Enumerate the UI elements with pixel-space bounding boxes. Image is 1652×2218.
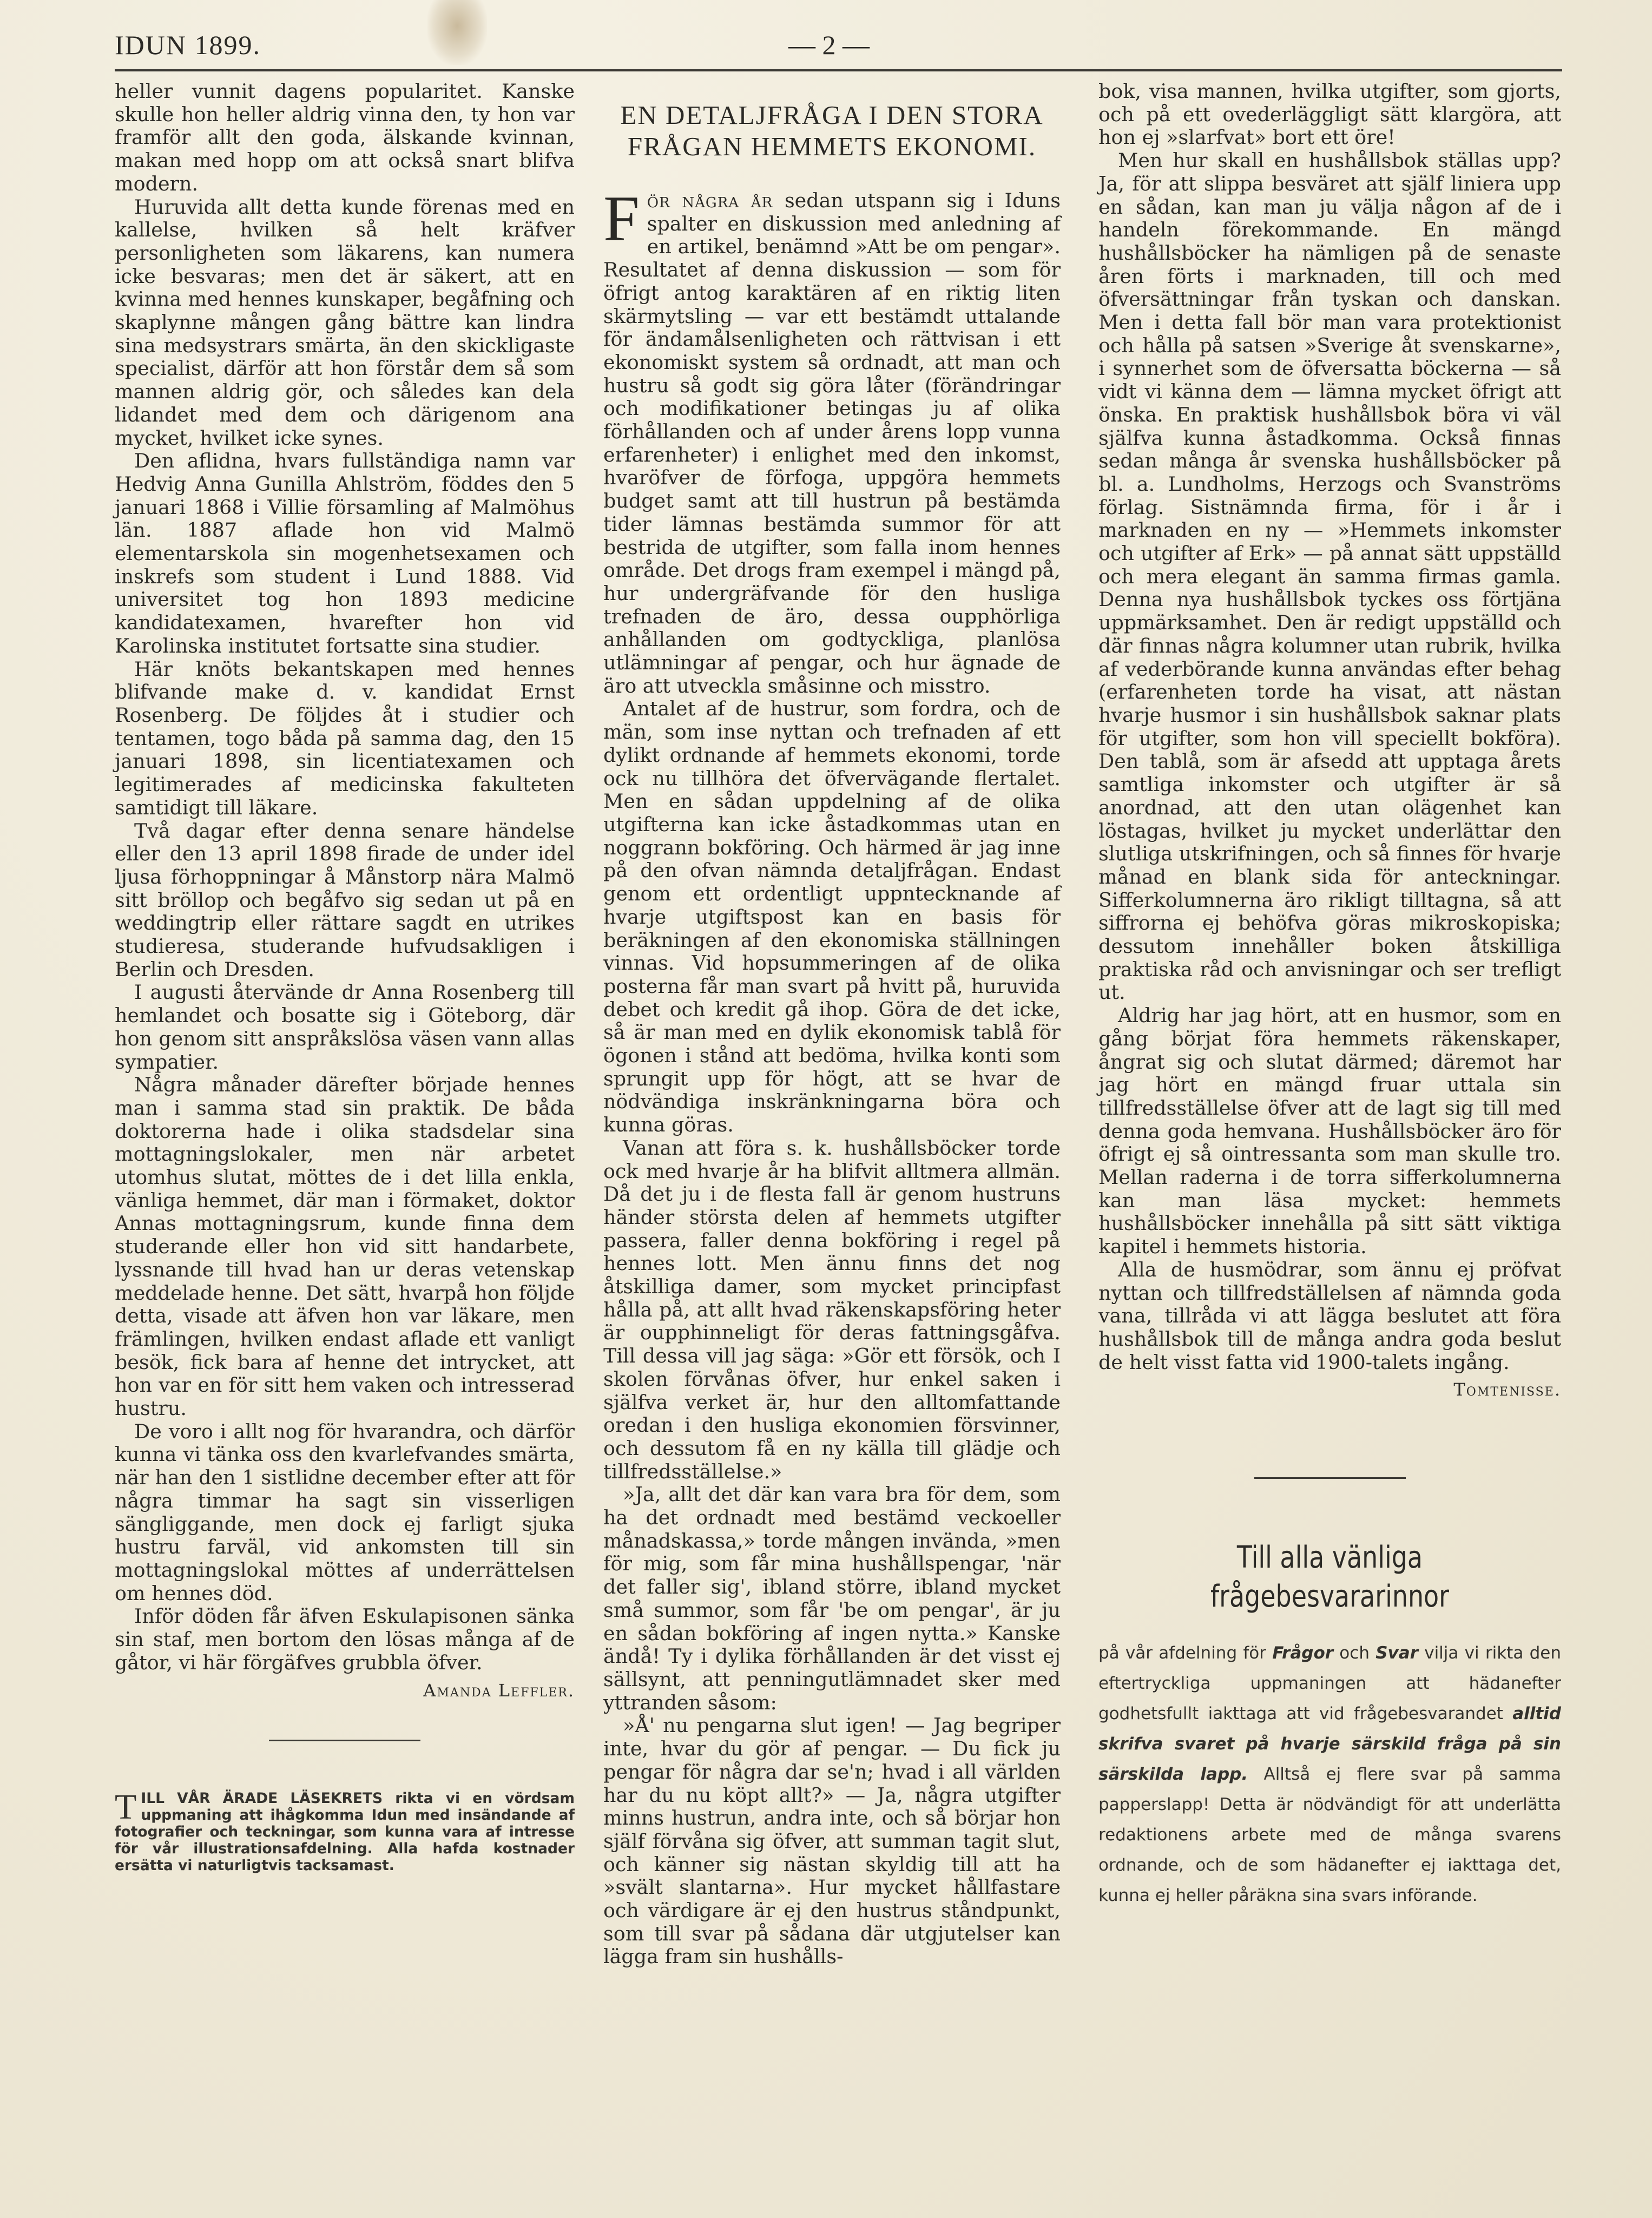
column-1	[115, 80, 575, 1874]
notice-title: Till alla vänliga frågebesvararinnor	[1210, 1540, 1450, 1615]
paragraph: »Å' nu pengarna slut igen! — Jag begriper inte, hvar du gör af pengar. — Du fick ju pengar för några dar se'n; hvad i all världen har du nu köpt allt?» — Ja, några utgifter minns hustrun, andra inte, och så börjar hon själf förvåna sig öfver, att summan tagit slut, och känner sig nästan skyldig till att ha »svält slantarna». Hur mycket hållfastare och värdigare är ej den hustrus ståndpunkt, som till svar på sådana där utgjutelser kan lägga fram sin hushålls-	[603, 1714, 1061, 1969]
paragraph: Huruvida allt detta kunde förenas med en kallelse, hvilken så helt kräfver personligheten som läkarens, kan numera icke besvaras; men det är säkert, att en kvinna med hennes kunskaper, begåfning och skaplynne mången gång bättre kan lindra sina medsystrars smärta, än den skickligaste specialist, därför att hon förstår dem så som mannen aldrig gör, och således kan dela lidandet med dem och därigenom ana mycket, hvilket icke synes.	[115, 195, 575, 450]
drop-cap: F	[603, 182, 640, 254]
notice-body: på vår afdelning för Frågor och Svar vilja vi rikta den eftertryckliga uppmaningen att hädanefter godhetsfullt iakttaga att vid frågebesvarandet alltid skrifva svaret på hvarje särskild fråga på sin särskilda lapp. Alltså ej flere svar på samma papperslapp! Detta är nödvändigt för att underlätta redaktionens arbete med de många svarens ordnande, och de som hädanefter ej iakttaga det, kunna ej heller påräkna sina svars införande.	[1098, 1643, 1561, 1906]
author-signature: Amanda Leffler.	[423, 1680, 575, 1701]
section-divider	[269, 1740, 420, 1741]
paragraph: Några månader därefter började hennes man i samma stad sin praktik. De båda doktorerna hade i olika stadsdelar sina mottagningslokaler, men när arbetet utomhus slutat, möttes de i det lilla enkla, vänliga hemmet, där man i förmaket, doktor Annas mottagningsrum, kunde finna dem studerande eller hon vid sitt handarbete, lyssnande till hvad han ur deras vetenskap meddelade henne. Det sätt, hvarpå hon följde detta, visade att äfven hon var läkare, men främlingen, hvilken endast aflade ett vanligt besök, fick bara af henne det intrycket, att hon var en för sitt hem vaken och intresserad hustru.	[115, 1073, 575, 1420]
paragraph: Aldrig har jag hört, att en husmor, som en gång börjat föra hemmets räkenskaper, ångrat sig och slutat därmed; däremot har jag hört en mängd fruar uttala sin tillfredsställelse öfver att de lagt sig till med denna goda hemvana. Hushållsböcker äro för öfrigt ej så ointressanta som man skulle tro. Mellan raderna i de torra sifferkolumnerna kan man läsa mycket: hemmets hushållsböcker innehålla på sitt sätt viktiga kapitel i hemmets historia.	[1098, 1004, 1561, 1259]
paragraph: I augusti återvände dr Anna Rosenberg till hemlandet och bosatte sig i Göteborg, där hon genom sitt anspråkslösa väsen vann allas sympatier.	[115, 980, 575, 1074]
article-title: EN DETALJFRÅGA I DEN STORA FRÅGAN HEMMETS EKONOMI.	[620, 100, 1044, 161]
paragraph: Alla de husmödrar, som ännu ej pröfvat nyttan och tillfredställelsen af nämnda goda vana, tillråda vi att lägga beslutet att föra hushållsbok till de många andra goda beslut de helt visst fatta vid 1900-talets ingång.	[1098, 1258, 1561, 1374]
page-header	[115, 26, 1562, 75]
paragraph: Den aflidna, hvars fullständiga namn var Hedvig Anna Gunilla Ahlström, föddes den 5 januari 1868 i Villie församling af Malmöhus län. 1887 aflade hon vid Malmö elementarskola sin mogenhetsexamen och inskrefs som student i Lund 1888. Vid universitet tog hon 1893 medicine kandidatexamen, hvarefter hon vid Karolinska institutet fortsatte sina studier.	[115, 449, 575, 657]
header-rule	[115, 69, 1562, 71]
column-3	[1098, 80, 1561, 1911]
publication-issue: IDUN 1899.	[115, 30, 261, 60]
paragraph: Vanan att föra s. k. hushållsböcker torde ock med hvarje år ha blifvit alltmera allmän. Då det ju i de flesta fall är genom hustruns händer största delen af hemmets utgifter passera, faller denna bokföring i regel på hennes lott. Men ännu finns det nog åtskilliga damer, som mycket principfast hålla på, att allt hvad räkenskapsföring heter är oupphinneligt för deras fattningsgåfva. Till dessa vill jag säga: »Gör ett försök, och I skolen förvånas öfver, hur enkel saken i själfva verket är, hur den alltomfattande oredan i den husliga ekonomien försvinner, och dessutom få en ny källa till glädje och tillfredsställelse.»	[603, 1136, 1061, 1483]
paragraph: »Ja, allt det där kan vara bra för dem, som ha det ordnadt med bestämd veckoeller månadskassa,» torde mången invända, »men för mig, som får mina hushållspengar, 'när det faller sig', ibland större, ibland mycket små summor, som får 'be om pengar', är ju en sådan bokföring af ingen nytta.» Kanske ändå! Ty i dylika förhållanden är det visst ej sällsynt, att penningutlämnadet sker med yttranden såsom:	[603, 1483, 1061, 1714]
paragraph: De voro i allt nog för hvarandra, och därför kunna vi tänka oss den kvarlefvandes smärta, när han den 1 sistlidne december efter att för några timmar ha sagt sin visserligen sängliggande, men dock ej farligt sjuka hustru farväl, vid ankomsten till sin mottagningslokal möttes af underrättelsen om hennes död.	[115, 1419, 575, 1605]
paragraph: heller vunnit dagens popularitet. Kanske skulle hon heller aldrig vinna den, ty hon var framför allt den goda, älskande kvinnan, makan med hopp om att också snart blifva modern.	[115, 80, 575, 195]
readers-notice: TILL VÅR ÄRADE LÄSEKRETS rikta vi en vördsam uppmaning att ihågkomma Idun med insändande af fotografier och teckningar, som kunna vara af intresse för vår illustrationsafdelning. Alla hafda kostnader ersätta vi naturligtvis tacksamast.	[115, 1787, 575, 1874]
page-number: — 2 —	[788, 30, 870, 60]
paragraph: Inför döden får äfven Eskulapisonen sänka sin staf, men bortom den lösas många af de gåtor, vi här förgäfves grubbla öfver.	[115, 1604, 575, 1674]
author-signature: Tomtenisse.	[1453, 1379, 1561, 1400]
paragraph: Två dagar efter denna senare händelse eller den 13 april 1898 firade de under idel ljusa förhoppningar å Månstorp nära Malmö sitt bröllop och begåfvo sig sedan ut på en weddingtrip eller rättare sagdt en utrikes studieresa, studerande hufvudsakligen i Berlin och Dresden.	[115, 819, 575, 981]
column-2	[603, 80, 1061, 1969]
paragraph: Antalet af de hustrur, som fordra, och de män, som inse nyttan och trefnaden af ett dylikt ordnande af hemmets ekonomi, torde ock nu tillhöra det öfvervägande flertalet. Men en sådan uppdelning af de olika utgifterna kan icke åstadkommas utan en noggrann bokföring. Och härmed är jag inne på den ofvan nämnda detaljfrågan. Endast genom ett ordentligt uppntecknande af hvarje utgiftspost kan en basis för beräkningen af den ekonomiska ställningen vinnas. Vid hopsummeringen af de olika posterna får man svart på hvitt på, huruvida debet och kredit gå ihop. Göra de det icke, så är man med en dylik ekonomisk tablå för ögonen i stånd att bedöma, hvilka konti som sprungit upp för högt, att se hvar de nödvändiga inskränkningarna böra och kunna göras.	[603, 697, 1061, 1137]
paragraph: Här knöts bekantskapen med hennes blifvande make d. v. kandidat Ernst Rosenberg. De följdes åt i studier och tentamen, togo båda på samma dag, den 15 januari 1898, sin licentiatexamen och legitimerades af medicinska fakulteten samtidigt till läkare.	[115, 657, 575, 819]
paragraph: Men hur skall en hushållsbok ställas upp? Ja, för att slippa besväret att själf liniera upp en sådan, kan man ju välja någon af de i handeln förekommande. En mängd hushållsböcker ha nämligen på de senaste åren förts i marknaden, till och med öfversättningar från tyskan och danskan. Men i detta fall bör man vara protektionist och hålla på satsen »Sverige åt svenskarne», i synnerhet som de öfversatta böckerna — så vidt vi känna dem — lämna mycket öfrigt att önska. En praktisk hushållsbok böra vi väl själfva kunna åstadkomma. Också finnas sedan många år svenska hushållsböcker på bl. a. Lundholms, Herzogs och Svanströms förlag. Sistnämnda firma, för i år i marknaden en ny — »Hemmets inkomster och utgifter af Erk» — på annat sätt uppställd och mera elegant än samma firmas gamla. Denna nya hushållsbok tyckes oss förtjäna uppmärksamhet. Den är redigt uppställd och där finnas några kolumner utan rubrik, hvilka af vederbörande kunna användas efter behag (erfarenheten torde ha visat, att nästan hvarje husmor i sin hushållsbok saknar plats för utgifter, som hon vill speciellt bokföra). Den tablå, som är afsedd att upptaga årets samtliga inkomster och utgifter är så anordnad, att den utan olägenhet kan löstagas, hvilket ju mycket underlättar den slutliga utskrifningen, och så finnes för hvarje månad en blank sida för anteckningar. Sifferkolumnerna äro rikligt tilltagna, så att siffrorna ej behöfva göras mikroskopiska; dessutom innehåller boken åtskilliga praktiska råd och anvisningar och ser trefligt ut.	[1098, 149, 1561, 1004]
paragraph: För några år sedan utspann sig i Iduns spalter en diskussion med anledning af en artikel, benämnd »Att be om pengar». Resultatet af denna diskussion — som för öfrigt antog karaktären af en riktig liten skärmytsling — var ett bestämdt uttalande för ändamålsenligheten och rättvisan i ett ekonomiskt system så ordnadt, att man och hustru så godt sig göra låter (förändringar och modifikationer betingas ju af olika förhållanden och af under årens lopp vunna erfarenheter) i enlighet med den inkomst, hvaröfver de förfoga, uppgöra hemmets budget samt att till hustrun på bestämda tider lämnas bestämda summor för att bestrida de utgifter, som falla inom hennes område. Det drogs fram exempel i mängd på, hur undergräfvande för den husliga trefnaden de äro, dessa oupphörliga anhållanden om godtyckliga, planlösa utlämningar af pengar, och hur ägnade de äro att utveckla småsinne och misstro.	[603, 182, 1061, 697]
drop-cap: T	[115, 1787, 137, 1827]
section-divider	[1254, 1477, 1406, 1479]
paragraph: bok, visa mannen, hvilka utgifter, som gjorts, och på ett ovederläggligt sätt klargöra, att hon ej »slarfvat» bort ett öre!	[1098, 80, 1561, 149]
